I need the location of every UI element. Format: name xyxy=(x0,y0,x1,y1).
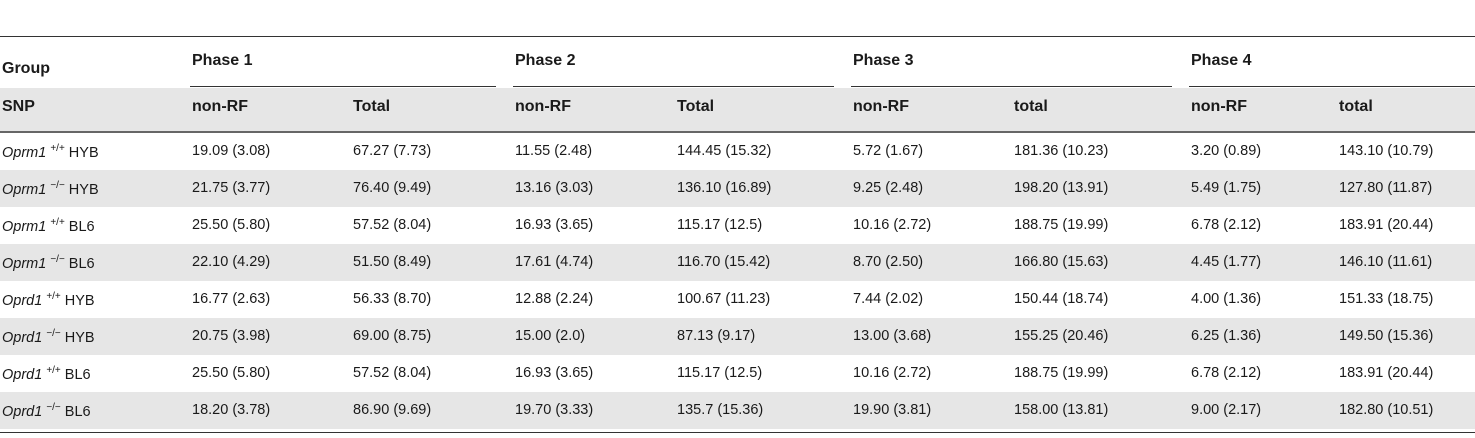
snp-cell xyxy=(2,291,95,309)
snp-cell xyxy=(2,328,95,346)
table-cell: 21.75 (3.77) xyxy=(192,180,271,196)
table-cell: 127.80 (11.87) xyxy=(1339,180,1433,196)
table-cell: 67.27 (7.73) xyxy=(353,143,432,159)
snp-genotype: +/+ xyxy=(50,143,65,154)
table-cell: 155.25 (20.46) xyxy=(1014,328,1109,344)
table-row xyxy=(0,318,1475,355)
table-cell: 18.20 (3.78) xyxy=(192,402,271,418)
table-cell: 6.78 (2.12) xyxy=(1191,217,1262,233)
table-cell: 183.91 (20.44) xyxy=(1339,217,1434,233)
table-cell: 11.55 (2.48) xyxy=(515,143,593,159)
table-cell: 16.93 (3.65) xyxy=(515,217,594,233)
table-row xyxy=(0,207,1475,244)
snp-genotype: −/− xyxy=(46,328,61,339)
snp-gene: Oprm1 xyxy=(2,144,47,161)
table-header-subcolumn-row xyxy=(0,88,1475,131)
subheader-phase4-total: total xyxy=(1339,98,1373,115)
phase-4-underline xyxy=(1189,86,1475,87)
phase-1-underline xyxy=(190,86,496,87)
table-cell: 183.91 (20.44) xyxy=(1339,365,1434,381)
snp-cell xyxy=(2,254,95,272)
snp-genotype: +/+ xyxy=(50,217,65,228)
snp-genotype: +/+ xyxy=(46,291,61,302)
snp-genotype: +/+ xyxy=(46,365,61,376)
table-row xyxy=(0,244,1475,281)
table-cell: 69.00 (8.75) xyxy=(353,328,432,344)
snp-genotype: −/− xyxy=(46,402,61,413)
table-row xyxy=(0,281,1475,318)
snp-strain: BL6 xyxy=(68,255,95,272)
table-cell: 182.80 (10.51) xyxy=(1339,402,1434,418)
table-row xyxy=(0,392,1475,429)
table-cell: 9.00 (2.17) xyxy=(1191,402,1262,418)
snp-gene: Oprd1 xyxy=(2,366,43,383)
table-cell: 22.10 (4.29) xyxy=(192,254,271,270)
phase-2-header: Phase 2 xyxy=(515,52,576,69)
table-cell: 86.90 (9.69) xyxy=(353,402,432,418)
table-cell: 5.49 (1.75) xyxy=(1191,180,1262,196)
snp-strain: HYB xyxy=(68,144,99,161)
subheader-phase4-nonrf: non-RF xyxy=(1191,98,1247,115)
table-cell: 51.50 (8.49) xyxy=(353,254,432,270)
table-cell: 115.17 (12.5) xyxy=(677,217,763,233)
table-cell: 56.33 (8.70) xyxy=(353,291,432,307)
snp-gene: Oprm1 xyxy=(2,218,47,235)
table-cell: 15.00 (2.0) xyxy=(515,328,586,344)
table-cell: 19.09 (3.08) xyxy=(192,143,271,159)
table-cell: 149.50 (15.36) xyxy=(1339,328,1434,344)
table-cell: 144.45 (15.32) xyxy=(677,143,772,159)
table-cell: 135.7 (15.36) xyxy=(677,402,764,418)
table-cell: 4.45 (1.77) xyxy=(1191,254,1262,270)
table-header-phase-row xyxy=(0,40,1475,86)
table-cell: 57.52 (8.04) xyxy=(353,217,432,233)
snp-strain: BL6 xyxy=(68,218,95,235)
snp-genotype: −/− xyxy=(50,254,65,265)
table-cell: 10.16 (2.72) xyxy=(853,217,932,233)
table-cell: 19.70 (3.33) xyxy=(515,402,594,418)
snp-cell xyxy=(2,217,95,235)
snp-strain: BL6 xyxy=(64,403,91,420)
table-cell: 5.72 (1.67) xyxy=(853,143,924,159)
table-cell: 13.00 (3.68) xyxy=(853,328,932,344)
subheader-phase2-total: Total xyxy=(677,98,715,115)
table-cell: 151.33 (18.75) xyxy=(1339,291,1434,307)
table-row xyxy=(0,133,1475,170)
table-row xyxy=(0,355,1475,392)
table-bottom-rule xyxy=(0,432,1475,433)
table-cell: 115.17 (12.5) xyxy=(677,365,763,381)
table-cell: 198.20 (13.91) xyxy=(1014,180,1109,196)
table-top-rule xyxy=(0,36,1475,37)
table-cell: 20.75 (3.98) xyxy=(192,328,271,344)
table-cell: 6.78 (2.12) xyxy=(1191,365,1262,381)
snp-strain: HYB xyxy=(68,181,99,198)
table-cell: 13.16 (3.03) xyxy=(515,180,594,196)
table-cell: 8.70 (2.50) xyxy=(853,254,924,270)
snp-gene: Oprd1 xyxy=(2,329,43,346)
snp-cell xyxy=(2,143,99,161)
phase-4-header: Phase 4 xyxy=(1191,52,1252,69)
snp-header: SNP xyxy=(2,98,35,115)
table-cell: 12.88 (2.24) xyxy=(515,291,594,307)
phase-3-underline xyxy=(851,86,1172,87)
snp-cell xyxy=(2,402,91,420)
table-cell: 116.70 (15.42) xyxy=(677,254,771,270)
snp-cell xyxy=(2,180,99,198)
table-cell: 188.75 (19.99) xyxy=(1014,365,1109,381)
snp-genotype: −/− xyxy=(50,180,65,191)
snp-gene: Oprm1 xyxy=(2,181,47,198)
table-cell: 143.10 (10.79) xyxy=(1339,143,1434,159)
snp-gene: Oprm1 xyxy=(2,255,47,272)
subheader-phase3-nonrf: non-RF xyxy=(853,98,909,115)
table-cell: 146.10 (11.61) xyxy=(1339,254,1433,270)
subheader-phase3-total: total xyxy=(1014,98,1048,115)
group-header: Group xyxy=(2,60,50,77)
snp-gene: Oprd1 xyxy=(2,292,43,309)
table-cell: 166.80 (15.63) xyxy=(1014,254,1109,270)
subheader-phase1-total: Total xyxy=(353,98,391,115)
table-row xyxy=(0,170,1475,207)
table-cell: 19.90 (3.81) xyxy=(853,402,932,418)
phase-3-header: Phase 3 xyxy=(853,52,914,69)
snp-strain: HYB xyxy=(64,329,95,346)
phase-2-underline xyxy=(513,86,834,87)
table-cell: 25.50 (5.80) xyxy=(192,365,271,381)
table-cell: 6.25 (1.36) xyxy=(1191,328,1262,344)
table-cell: 9.25 (2.48) xyxy=(853,180,924,196)
snp-strain: BL6 xyxy=(64,366,91,383)
table-cell: 3.20 (0.89) xyxy=(1191,143,1262,159)
table-cell: 4.00 (1.36) xyxy=(1191,291,1262,307)
table-cell: 10.16 (2.72) xyxy=(853,365,932,381)
subheader-phase2-nonrf: non-RF xyxy=(515,98,571,115)
subheader-phase1-nonrf: non-RF xyxy=(192,98,248,115)
table-cell: 136.10 (16.89) xyxy=(677,180,772,196)
table-cell: 158.00 (13.81) xyxy=(1014,402,1109,418)
phase-1-header: Phase 1 xyxy=(192,52,253,69)
table-cell: 25.50 (5.80) xyxy=(192,217,271,233)
table-cell: 188.75 (19.99) xyxy=(1014,217,1109,233)
snp-cell xyxy=(2,365,91,383)
table-cell: 87.13 (9.17) xyxy=(677,328,756,344)
table-cell: 76.40 (9.49) xyxy=(353,180,432,196)
table-cell: 16.93 (3.65) xyxy=(515,365,594,381)
table-cell: 150.44 (18.74) xyxy=(1014,291,1109,307)
table-cell: 100.67 (11.23) xyxy=(677,291,771,307)
table-cell: 181.36 (10.23) xyxy=(1014,143,1109,159)
table-cell: 16.77 (2.63) xyxy=(192,291,271,307)
snp-strain: HYB xyxy=(64,292,95,309)
table-cell: 7.44 (2.02) xyxy=(853,291,924,307)
table-cell: 57.52 (8.04) xyxy=(353,365,432,381)
table-cell: 17.61 (4.74) xyxy=(515,254,594,270)
snp-gene: Oprd1 xyxy=(2,403,43,420)
